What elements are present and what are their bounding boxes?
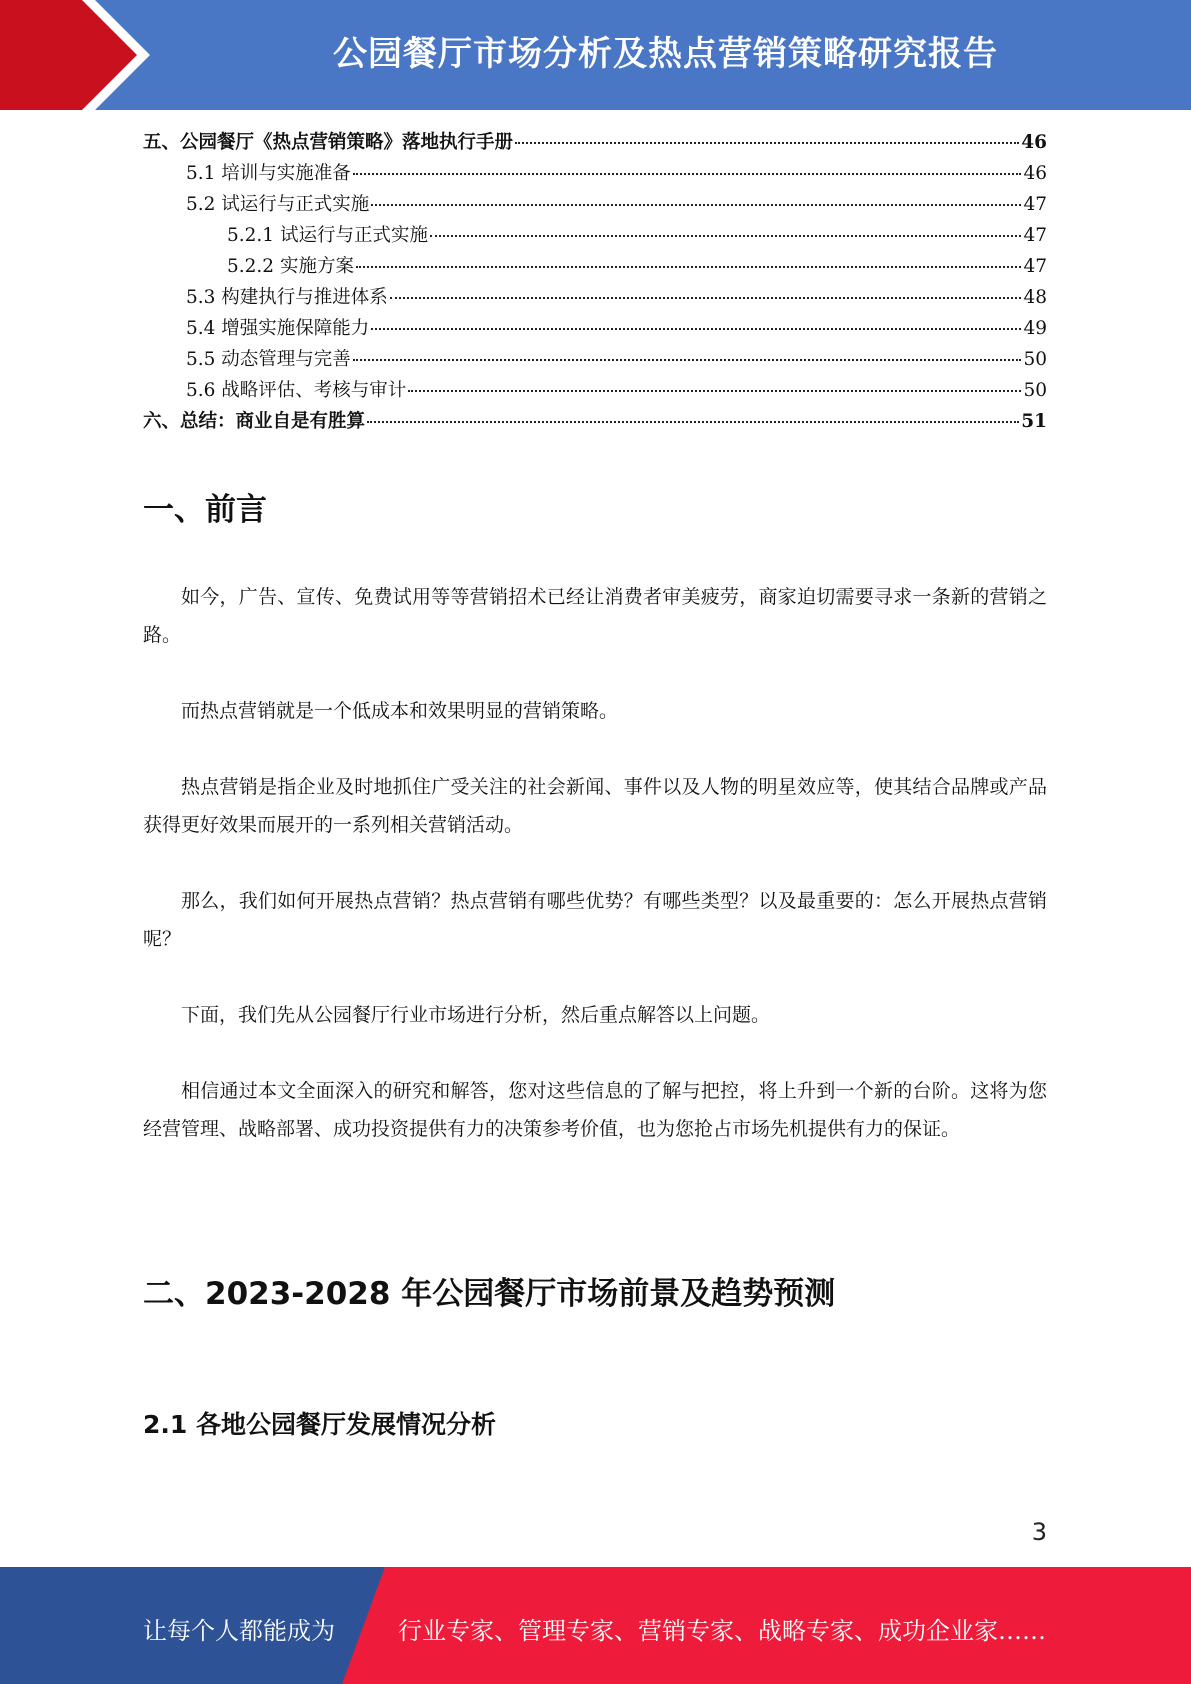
toc-leader-dots <box>515 142 1019 144</box>
toc-entry-label: 5.1 培训与实施准备 <box>186 163 351 184</box>
toc-entry-page: 47 <box>1023 256 1047 277</box>
toc-entry-page: 49 <box>1023 318 1047 339</box>
toc-entry-label: 五、公园餐厅《热点营销策略》落地执行手册 <box>143 132 514 153</box>
toc-entry-label: 5.5 动态管理与完善 <box>186 349 351 370</box>
toc-leader-dots <box>353 359 1022 361</box>
toc-leader-dots <box>430 235 1021 237</box>
toc-entry-page: 46 <box>1023 163 1047 184</box>
body-paragraph: 相信通过本文全面深入的研究和解答，您对这些信息的了解与把控，将上升到一个新的台阶。这将为您经营管理、战略部署、成功投资提供有力的决策参考价值，也为您抢占市场先机提供有力的保证。 <box>143 1080 1047 1140</box>
toc-entry-label: 5.6 战略评估、考核与审计 <box>186 380 407 401</box>
toc-leader-dots <box>367 421 1019 423</box>
body-paragraph: 那么，我们如何开展热点营销？热点营销有哪些优势？有哪些类型？以及最重要的：怎么开展热点营销呢？ <box>143 890 1047 950</box>
toc-entry[interactable] <box>143 376 1047 407</box>
toc-entry-page: 48 <box>1023 287 1047 308</box>
toc-entry-page: 50 <box>1023 380 1047 401</box>
toc-entry[interactable] <box>143 345 1047 376</box>
subsection-heading: 2.1 各地公园餐厅发展情况分析 <box>143 1410 496 1439</box>
body-paragraph: 而热点营销就是一个低成本和效果明显的营销策略。 <box>181 700 619 722</box>
toc-entry-page: 46 <box>1021 132 1047 153</box>
toc-entry-label: 5.2.1 试运行与正式实施 <box>227 225 428 246</box>
toc-entry-label: 5.3 构建执行与推进体系 <box>186 287 388 308</box>
footer-slogan-left: 让每个人都能成为 <box>143 1617 335 1645</box>
toc-entry[interactable] <box>143 128 1047 159</box>
toc-leader-dots <box>408 390 1021 392</box>
body-paragraph: 热点营销是指企业及时地抓住广受关注的社会新闻、事件以及人物的明星效应等，使其结合品牌或产品获得更好效果而展开的一系列相关营销活动。 <box>143 776 1047 836</box>
toc-entry[interactable] <box>143 252 1047 283</box>
toc-entry-page: 50 <box>1023 349 1047 370</box>
section-heading-preface: 一、前言 <box>143 492 267 528</box>
footer-banner <box>0 1567 1191 1684</box>
toc-leader-dots <box>371 204 1021 206</box>
table-of-contents <box>143 128 1047 438</box>
toc-entry-label: 5.4 增强实施保障能力 <box>186 318 370 339</box>
toc-entry-label: 5.2.2 实施方案 <box>227 256 354 277</box>
toc-entry[interactable] <box>143 159 1047 190</box>
toc-entry[interactable] <box>143 190 1047 221</box>
toc-entry-label: 5.2 试运行与正式实施 <box>186 194 370 215</box>
toc-entry-page: 51 <box>1021 411 1047 432</box>
toc-leader-dots <box>356 266 1022 268</box>
toc-entry-label: 六、总结：商业自是有胜算 <box>143 411 366 432</box>
page-number: 3 <box>1031 1518 1047 1546</box>
body-paragraph: 下面，我们先从公园餐厅行业市场进行分析，然后重点解答以上问题。 <box>181 1004 771 1026</box>
footer-slogan-right: 行业专家、管理专家、营销专家、战略专家、成功企业家…… <box>398 1617 1046 1645</box>
toc-leader-dots <box>390 297 1022 299</box>
toc-entry-page: 47 <box>1023 225 1047 246</box>
toc-leader-dots <box>353 173 1022 175</box>
toc-entry[interactable] <box>143 221 1047 252</box>
toc-entry-page: 47 <box>1023 194 1047 215</box>
section-heading-forecast: 二、2023-2028 年公园餐厅市场前景及趋势预测 <box>143 1276 836 1312</box>
body-paragraph: 如今，广告、宣传、免费试用等等营销招术已经让消费者审美疲劳，商家迫切需要寻求一条新的营销之路。 <box>143 586 1047 646</box>
toc-entry[interactable] <box>143 283 1047 314</box>
header-banner <box>0 0 1191 110</box>
toc-entry[interactable] <box>143 407 1047 438</box>
toc-entry[interactable] <box>143 314 1047 345</box>
report-title: 公园餐厅市场分析及热点营销策略研究报告 <box>333 34 998 74</box>
toc-leader-dots <box>371 328 1021 330</box>
